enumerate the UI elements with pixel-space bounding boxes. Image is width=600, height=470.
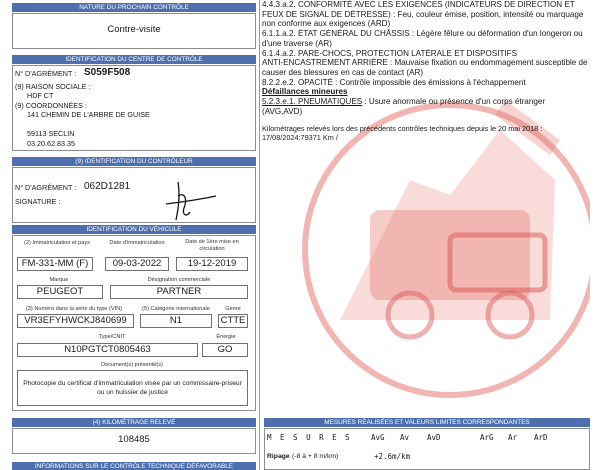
defaut-a-line-2: FEUX DE SIGNAL DE DÉTRESSE) : Feu, couleur émise, position, intensité ou marquage [262,9,584,19]
defaut-e-line-2: (AVG,AVD) [262,106,303,116]
vin-value: VR3EFYHWCKJ840699 [17,314,134,328]
defaut-c-line-1: 6.1.4.a.2. PARE-CHOCS, PROTECTION LATÉRALE ET DISPOSITIFS [262,48,518,58]
date-immat-value: 09-03-2022 [105,257,169,271]
centre-agrement-value: S059F508 [84,67,131,78]
defaut-d-text: : Contrôle impossible des émissions à l'échappement [332,77,526,87]
date-immat-label: Date d'immatriculation [109,240,165,246]
mesures-col-arg: ArG [480,433,494,442]
date-first-label: Date de 1ère mise en circulation [185,239,239,252]
defaut-e-text: : Usure anormale ou présence d'un corps étranger [362,97,546,107]
centre-city: 59113 SECLIN [27,129,75,138]
marque-label: Marque [49,277,69,283]
mesures-col-ard: ArD [534,433,548,442]
date-first-value: 19-12-2019 [176,257,248,271]
defaut-e-line-1 [262,97,592,107]
defaut-b-code: 6.1.1.a.2. ÉTAT GÉNÉRAL DU CHÂSSIS [262,29,410,39]
prochain-controle-value: Contre-visite [107,24,161,35]
controleur-agrement-value: 062D1281 [84,181,131,192]
designation-value: PARTNER [110,285,248,299]
centre-raison-label: (9) RAISON SOCIALE : [15,82,91,91]
mesures-col-avg: AvG [371,433,385,442]
centre-coord-label: (9) COORDONNÉES : [15,101,87,110]
defaut-a-line-1: 4.4.3.a.2. CONFORMITÉ AVEC LES EXIGENCES (INDICATEURS DE DIRECTION ET [262,0,575,9]
vehicule-header: IDENTIFICATION DU VÉHICULE [12,225,256,234]
energie-value: GO [202,343,248,357]
centre-raison-value: HDF CT [27,91,54,100]
defaut-b-line-2: d'une traverse (AR) [262,38,332,48]
controleur-agrement-label: N° D'AGRÉMENT : [15,183,77,192]
defaut-d-code: 8.2.2.e.2. OPACITÉ [262,77,333,87]
km-history-line-2: 17/08/2024:79371 Km / [262,133,338,143]
documents-line-2: ou un huissier de justice [97,388,168,396]
marque-value: PEUGEOT [17,285,103,299]
type-value: N10PGTCT0805463 [17,343,198,357]
column-divider [259,0,260,470]
defaut-c-text: : Mauvaise fixation ou endommagement susceptible de [387,58,588,68]
centre-agrement-label: N° D'AGRÉMENT : [15,69,77,78]
kilometrage-value: 108485 [118,434,150,445]
km-history-line-1: Kilométrages relevés lors des précédents contrôles techniques depuis le 20 mai 2018 : [262,124,543,134]
centre-phone: 03.20.62.83.35 [27,139,75,148]
ripage-label: Ripage [267,453,290,460]
centre-address: 141 CHEMIN DE L'ARBRE DE GUISE [27,110,150,119]
categorie-label: (5) Catégorie internationale [142,306,210,312]
mesures-col-label: M E S U R E S [267,433,352,442]
documents-line-1: Photocopie du certificat d'immatriculation visée par un commissaire-priseur [23,380,242,387]
mesures-header: MESURES RÉALISÉES ET VALEURS LIMITES CORRESPONDANTES [264,418,590,427]
mesures-col-ar: Ar [508,433,518,442]
mesures-col-avd: AvD [427,433,441,442]
ripage-value: +2.6m/km [374,452,411,461]
genre-value: CTTE [218,314,248,328]
ripage-range: (-8 à + 8 m/km) [292,453,339,460]
kilometrage-header: (4) KILOMÉTRAGE RELEVÉ [12,418,256,427]
handwritten-signature [160,178,220,223]
prochain-controle-header: NATURE DU PROCHAIN CONTRÔLE [12,3,256,12]
categorie-value: N1 [140,314,212,328]
immat-value: FM-331-MM (F) [17,257,93,271]
defaut-c-line-3: causer des blessures en cas de contact (AR) [262,67,424,77]
centre-header: IDENTIFICATION DU CENTRE DE CONTRÔLE [12,55,256,64]
documents-value [17,370,248,406]
informations-header: INFORMATIONS SUR LE CONTRÔLE TECHNIQUE DÉFAVORABLE [12,462,256,470]
type-label: Type/CNIT [98,334,126,340]
mineures-title: Défaillances mineures [262,87,348,97]
defaut-b-text: : Légère fêlure ou déformation d'un longeron ou [409,29,583,39]
defaut-d-line [262,78,592,88]
energie-label: Énergie [216,334,236,340]
defaut-c-line-2 [262,58,592,68]
vin-label: (3) Numéro dans la série du type (VIN) [25,306,123,312]
defaut-b-line-1 [262,29,592,39]
controleur-signature-label: SIGNATURE : [15,197,61,206]
controleur-header: (9) IDENTIFICATION DU CONTRÔLEUR [12,157,256,166]
defaut-c-code-2: ANTI-ENCASTREMENT ARRIÈRE [262,58,388,68]
defauts-list [262,0,592,142]
documents-label: Document(s) présenté(s) [101,362,163,368]
defaut-e-code: 5.2.3.e.1. PNEUMATIQUES [262,97,363,107]
immat-label: (2) Immatriculation et pays [24,240,90,246]
designation-label: Désignation commerciale [147,277,211,283]
mesures-col-av: Av [400,433,410,442]
genre-label: Genre [225,306,241,312]
defaut-a-line-3: non conforme aux exigences (ARD) [262,19,391,29]
